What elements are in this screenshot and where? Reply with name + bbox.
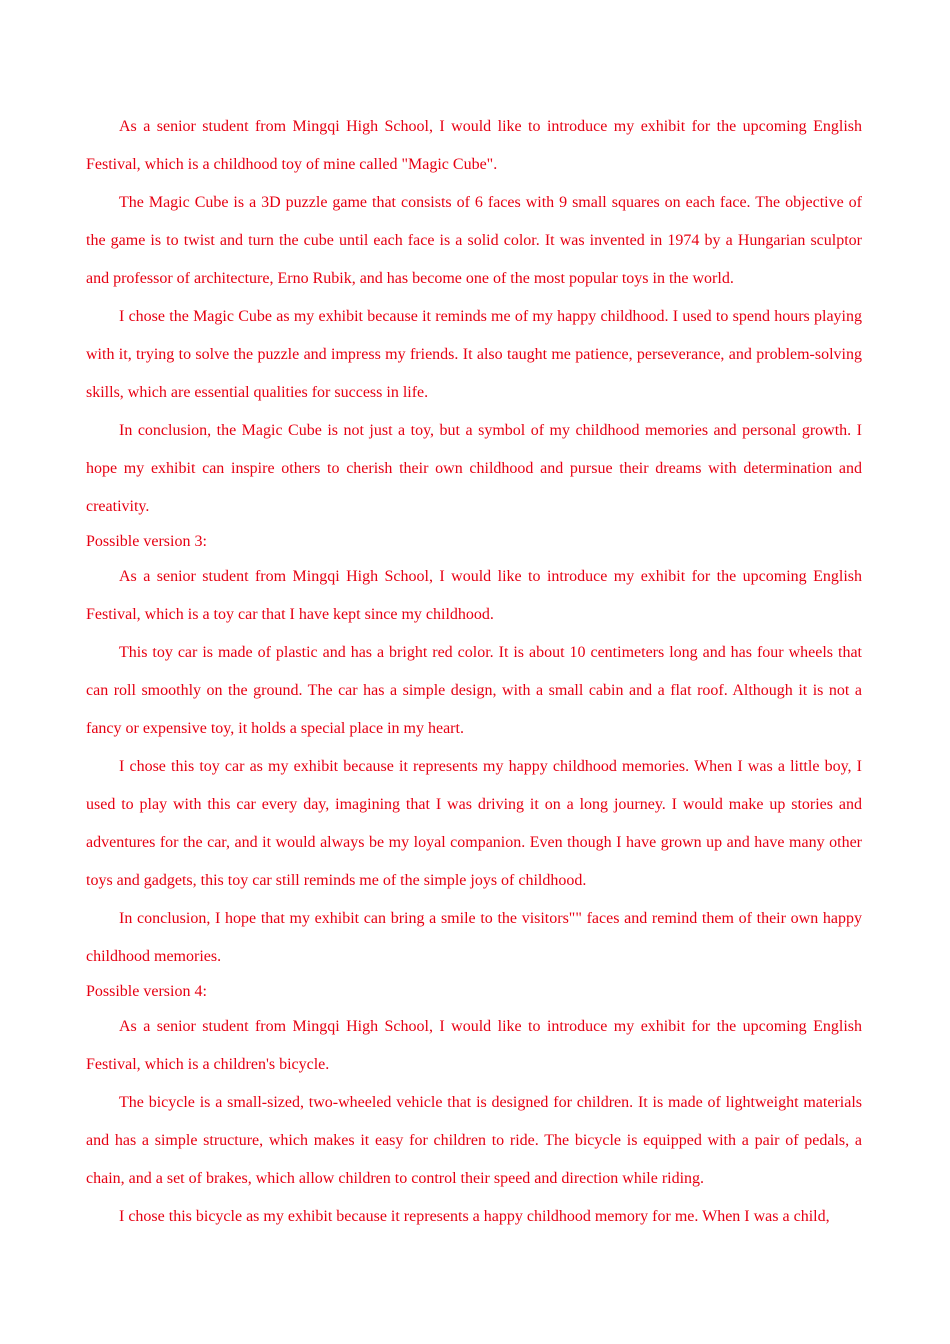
paragraph-toy-car-description: This toy car is made of plastic and has a bright red color. It is about 10 centimeters long and has four wheels that can roll smoothly on the ground. The car has a simple design, with a small cabin and a flat roof. Although it is not a fancy or expensive toy, it holds a special place in my heart. xyxy=(86,644,862,737)
paragraph-toy-car-conclusion: In conclusion, I hope that my exhibit can bring a smile to the visitors"" faces and remind them of their own happy childhood memories. xyxy=(86,910,862,965)
paragraph-intro-magic-cube: As a senior student from Mingqi High School, I would like to introduce my exhibit for the upcoming English Festival, which is a childhood toy of mine called "Magic Cube". xyxy=(86,118,862,173)
paragraph-intro-toy-car: As a senior student from Mingqi High School, I would like to introduce my exhibit for the upcoming English Festival, which is a toy car that I have kept since my childhood. xyxy=(86,568,862,623)
paragraph-toy-car-reason: I chose this toy car as my exhibit because it represents my happy childhood memories. When I was a little boy, I used to play with this car every day, imagining that I was driving it on a long journey. I would make up stories and adventures for the car, and it would always be my loyal companion. Even though I have grown up and have many other toys and gadgets, this toy car still reminds me of the simple joys of childhood. xyxy=(86,758,862,889)
paragraph-intro-bicycle: As a senior student from Mingqi High School, I would like to introduce my exhibit for the upcoming English Festival, which is a children's bicycle. xyxy=(86,1018,862,1073)
heading-version-3: Possible version 3: xyxy=(86,533,207,550)
document-body xyxy=(86,108,862,1236)
heading-version-4: Possible version 4: xyxy=(86,983,207,1000)
paragraph-magic-cube-description: The Magic Cube is a 3D puzzle game that consists of 6 faces with 9 small squares on each face. The objective of the game is to twist and turn the cube until each face is a solid color. It was invented in 1974 by a Hungarian sculptor and professor of architecture, Erno Rubik, and has become one of the most popular toys in the world. xyxy=(86,194,862,287)
paragraph-bicycle-reason: I chose this bicycle as my exhibit because it represents a happy childhood memory for me. When I was a child, xyxy=(119,1208,830,1225)
paragraph-magic-cube-reason: I chose the Magic Cube as my exhibit because it reminds me of my happy childhood. I used to spend hours playing with it, trying to solve the puzzle and impress my friends. It also taught me patience, perseverance, and problem-solving skills, which are essential qualities for success in life. xyxy=(86,308,862,401)
paragraph-magic-cube-conclusion: In conclusion, the Magic Cube is not just a toy, but a symbol of my childhood memories and personal growth. I hope my exhibit can inspire others to cherish their own childhood and pursue their dreams with determination and creativity. xyxy=(86,422,862,515)
paragraph-bicycle-description: The bicycle is a small-sized, two-wheeled vehicle that is designed for children. It is made of lightweight materials and has a simple structure, which makes it easy for children to ride. The bicycle is equipped with a pair of pedals, a chain, and a set of brakes, which allow children to control their speed and direction while riding. xyxy=(86,1094,862,1187)
